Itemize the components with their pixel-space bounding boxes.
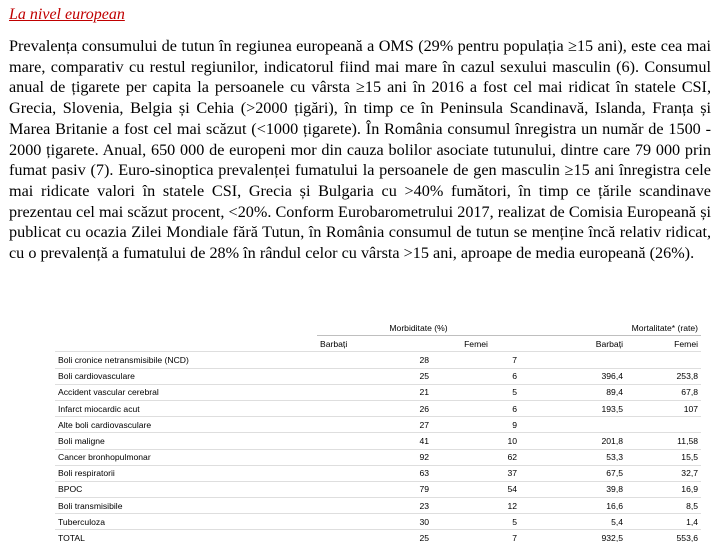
table-row [55,514,701,530]
morbidity-men-value: 79 [317,481,432,497]
mortality-women-header: Femei [674,338,699,349]
morbidity-women-value: 37 [432,465,520,481]
mortality-men-value: 932,5 [520,530,626,546]
table-row [55,481,701,497]
row-label: Accident vascular cerebral [55,384,317,400]
table-row [55,433,701,449]
body-paragraph: Prevalența consumului de tutun în regiunea europeană a OMS (29% pentru populația ≥15 ani), este cea mai mare, comparativ cu restul regiunilor, indicatorul fiind mai mare în cazul sexului masculin (6). Consumul anual de țigarete per capita la persoanele cu vârsta ≥15 ani în 2016 a fost cel mai ridicat în statele CSI, Grecia, Slovenia, Belgia și Cehia (>2000 țigări), în timp ce în Peninsula Scandinavă, Islanda, Franța și Marea Britanie a fost cel mai scăzut (<1000 țigarete). În România consumul înregistra un număr de 1500 - 2000 țigarete. Anual, 650 000 de europeni mor din cauza bolilor asociate tutunului, dintre care 79 000 prin fumat pasiv (7). Euro-sinoptica prevalenței fumatului la persoanele de gen masculin ≥15 ani înregistra cele mai ridicate valori în statele CSI, Grecia și Bulgaria cu >40% fumători, în timp ce țările scandinave prezentau cel mai scăzut procent, <20%. Conform Eurobarometrului 2017, realizat de Comisia Europeană și publicat cu ocazia Zilei Mondiale fără Tutun, în România consumul de tutun se menține încă relativ ridicat, cu o prevalență a fumatului de 28% în rândul celor cu vârsta >15 ani, aproape de media europeană (26%). [9,37,711,263]
morbidity-women-value: 7 [432,530,520,546]
row-label: TOTAL [55,530,317,546]
row-label: Infarct miocardic acut [55,400,317,416]
morbidity-men-value: 23 [317,498,432,514]
mortality-men-value: 67,5 [520,465,626,481]
row-label: Boli transmisibile [55,498,317,514]
row-label: Cancer bronhopulmonar [55,449,317,465]
morbidity-women-value: 10 [432,433,520,449]
morbidity-women-value: 54 [432,481,520,497]
morbidity-men-value: 63 [317,465,432,481]
morbidity-men-value: 25 [317,530,432,546]
row-label: Alte boli cardiovasculare [55,417,317,433]
mortality-women-value: 8,5 [626,498,701,514]
table-row [55,400,701,416]
mortality-men-value: 89,4 [520,384,626,400]
row-label: Tuberculoza [55,514,317,530]
morbidity-men-value: 26 [317,400,432,416]
morbidity-men-value: 25 [317,368,432,384]
row-label: Boli cardiovasculare [55,368,317,384]
mortality-women-value: 1,4 [626,514,701,530]
mortality-women-value: 15,5 [626,449,701,465]
morbidity-header: Morbiditate (%) [317,320,520,336]
morbidity-men-value: 30 [317,514,432,530]
mortality-women-value: 253,8 [626,368,701,384]
morbidity-men-value: 41 [317,433,432,449]
morbidity-men-value: 21 [317,384,432,400]
morbidity-women-value: 5 [432,514,520,530]
mortality-women-value [626,417,701,433]
mortality-women-value: 107 [626,400,701,416]
mortality-women-value: 32,7 [626,465,701,481]
morbidity-men-header: Barbați [320,338,348,349]
section-heading: La nivel european [9,6,125,23]
mortality-men-value: 53,3 [520,449,626,465]
table-row [55,417,701,433]
table-row [55,368,701,384]
mortality-women-value: 553,6 [626,530,701,546]
mortality-men-value: 201,8 [520,433,626,449]
morbidity-women-value: 62 [432,449,520,465]
row-label: Boli respiratorii [55,465,317,481]
morbidity-women-value: 5 [432,384,520,400]
row-label: Boli maligne [55,433,317,449]
mortality-men-value: 5,4 [520,514,626,530]
smoking-disease-table [55,320,701,546]
table-row [55,465,701,481]
mortality-men-value [520,417,626,433]
table-row [55,498,701,514]
mortality-men-value: 396,4 [520,368,626,384]
table-sub-header-row [55,336,701,352]
mortality-men-value: 16,6 [520,498,626,514]
mortality-women-value: 11,58 [626,433,701,449]
morbidity-women-value: 6 [432,368,520,384]
mortality-men-value: 39,8 [520,481,626,497]
table-row [55,530,701,546]
morbidity-women-value: 12 [432,498,520,514]
morbidity-women-value: 9 [432,417,520,433]
morbidity-women-value: 6 [432,400,520,416]
morbidity-women-value: 7 [432,352,520,368]
mortality-men-value: 193,5 [520,400,626,416]
table-group-header-row [55,320,701,336]
mortality-women-value [626,352,701,368]
row-label: BPOC [55,481,317,497]
mortality-women-value: 16,9 [626,481,701,497]
mortality-men-value [520,352,626,368]
row-label: Boli cronice netransmisibile (NCD) [55,352,317,368]
morbidity-men-value: 28 [317,352,432,368]
table-row [55,449,701,465]
table-row [55,352,701,368]
morbidity-men-value: 92 [317,449,432,465]
table-row [55,384,701,400]
morbidity-men-value: 27 [317,417,432,433]
morbidity-women-header: Femei [464,338,488,349]
mortality-men-header: Barbați [595,338,624,349]
mortality-header: Mortalitate* (rate) [520,320,701,336]
mortality-women-value: 67,8 [626,384,701,400]
